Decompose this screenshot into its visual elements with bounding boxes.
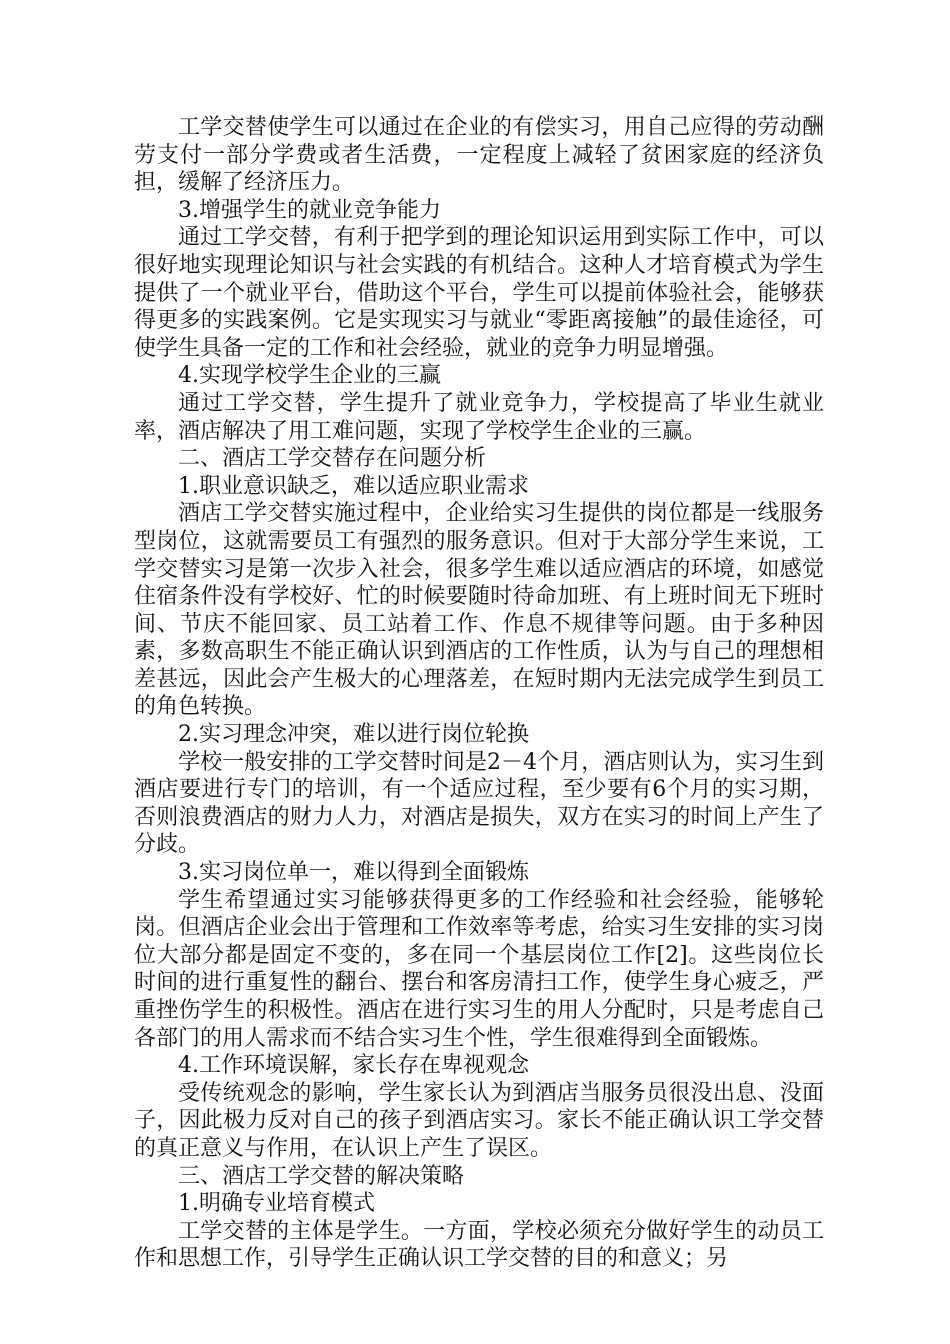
chapter-heading: 二、酒店工学交替存在问题分析 [178,446,487,472]
section-heading: 4.实现学校学生企业的三赢 [178,363,441,389]
paragraph: 通过工学交替，学生提升了就业竞争力，学校提高了毕业生就业率，酒店解决了用工难问题，实现了学校学生企业的三赢。 [134,390,824,444]
paragraph: 受传统观念的影响，学生家长认为到酒店当服务员很没出息、没面子，因此极力反对自己的孩子到酒店实习。家长不能正确认识工学交替的真正意义与作用，在认识上产生了误区。 [134,1080,824,1161]
section-heading: 1.明确专业培育模式 [178,1191,375,1217]
section-heading: 3.实习岗位单一，难以得到全面锻炼 [178,860,529,886]
chapter-heading: 三、酒店工学交替的解决策略 [178,1163,465,1189]
paragraph: 学校一般安排的工学交替时间是2－4个月，酒店则认为，实习生到酒店要进行专门的培训，有一个适应过程，至少要有6个月的实习期，否则浪费酒店的财力人力，对酒店是损失，双方在实习的时间上产生了分歧。 [134,749,824,858]
section-heading: 2.实习理念冲突，难以进行岗位轮换 [178,722,529,748]
document-body [134,114,824,1273]
paragraph: 通过工学交替，有利于把学到的理论知识运用到实际工作中，可以很好地实现理论知识与社会实践的有机结合。这种人才培育模式为学生提供了一个就业平台，借助这个平台，学生可以提前体验社会，能够获得更多的实践案例。它是实现实习与就业“零距离接触”的最佳途径，可使学生具备一定的工作和社会经验，就业的竞争力明显增强。 [134,225,824,361]
paragraph: 学生希望通过实习能够获得更多的工作经验和社会经验，能够轮岗。但酒店企业会出于管理和工作效率等考虑，给实习生安排的实习岗位大部分都是固定不变的，多在同一个基层岗位工作[2]。这些岗位长时间的进行重复性的翻台、摆台和客房清扫工作，使学生身心疲乏，严重挫伤学生的积极性。酒店在进行实习生的用人分配时，只是考虑自己各部门的用人需求而不结合实习生个性，学生很难得到全面锻炼。 [134,887,824,1051]
section-heading: 3.增强学生的就业竞争能力 [178,197,441,223]
paragraph: 工学交替使学生可以通过在企业的有偿实习，用自己应得的劳动酬劳支付一部分学费或者生活费，一定程度上减轻了贫困家庭的经济负担，缓解了经济压力。 [134,115,824,196]
paragraph: 酒店工学交替实施过程中，企业给实习生提供的岗位都是一线服务型岗位，这就需要员工有强烈的服务意识。但对于大部分学生来说，工学交替实习是第一次步入社会，很多学生难以适应酒店的环境，如感觉住宿条件没有学校好、忙的时候要随时待命加班、有上班时间无下班时间、节庆不能回家、员工站着工作、作息不规律等问题。由于多种因素，多数高职生不能正确认识到酒店的工作性质，认为与自己的理想相差甚远，因此会产生极大的心理落差，在短时期内无法完成学生到员工的角色转换。 [134,501,824,720]
section-heading: 4.工作环境误解，家长存在卑视观念 [178,1053,529,1079]
paragraph: 工学交替的主体是学生。一方面，学校必须充分做好学生的动员工作和思想工作，引导学生正确认识工学交替的目的和意义；另 [134,1218,824,1272]
section-heading: 1.职业意识缺乏，难以适应职业需求 [178,473,529,499]
